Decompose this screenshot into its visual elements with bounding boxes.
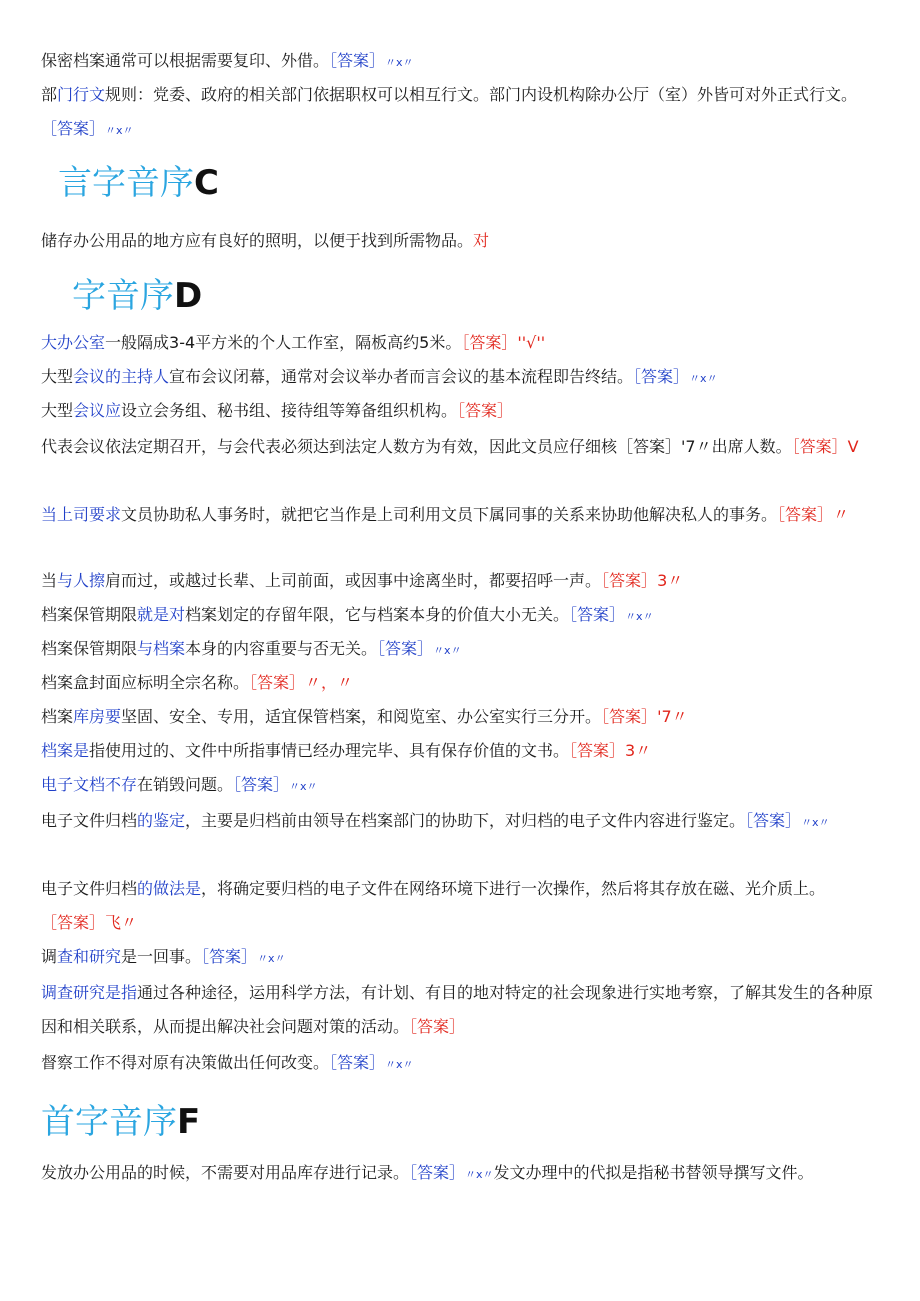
line-text: 宣布会议闭幕，通常对会议举办者而言会议的基本流程即告终结。 — [169, 367, 634, 386]
answer-mark: 〃x〃 — [801, 816, 830, 829]
answer-tag: ［答案］ — [601, 571, 658, 590]
line-text: 档案保管期限 — [41, 605, 138, 624]
question-line — [41, 940, 881, 976]
line-text: 文员协助私人事务时，就把它当作是上司利用文员下属同事的关系来协助他解决私人的事务。 — [121, 505, 778, 524]
line-text: ，主要是归档前由领导在档案部门的协助下，对归档的电子文件内容进行鉴定。 — [185, 811, 746, 830]
question-line — [41, 700, 881, 734]
answer-mark: 〃x〃 — [465, 1168, 494, 1181]
heading-letter: F — [177, 1102, 201, 1142]
line-text: 与档案 — [137, 639, 186, 658]
line-text: 电子文档不存 — [41, 775, 138, 794]
answer-mark: 〃x〃 — [689, 372, 718, 385]
question-line — [41, 44, 881, 80]
line-text: 电子文件归档 — [41, 811, 138, 830]
answer-tag: ［答案］ — [461, 333, 518, 352]
answer-tag: ［答案］ — [329, 51, 386, 70]
answer-tag: ［答案］ — [377, 639, 434, 658]
question-line — [41, 360, 881, 396]
line-text: 的鉴定 — [137, 811, 186, 830]
line-text: 当上司要求 — [41, 505, 122, 524]
answer-tag: ［答案］ — [745, 811, 802, 830]
answer-mark: 〃x〃 — [105, 124, 134, 137]
line-text: 保密档案通常可以根据需要复印、外借。 — [41, 51, 330, 70]
answer-mark: 〃x〃 — [625, 610, 654, 623]
line-text: 档案划定的存留年限，它与档案本身的价值大小无关。 — [185, 605, 570, 624]
line-text: 是一回事。 — [121, 947, 202, 966]
line-text: 查和研究 — [57, 947, 122, 966]
line-text: 档案 — [41, 707, 74, 726]
section-heading-f — [41, 1102, 200, 1142]
heading-letter: D — [174, 276, 203, 316]
answer-tag: ［答案］ — [633, 367, 690, 386]
question-line — [41, 734, 881, 768]
line-text: 调 — [41, 947, 58, 966]
line-text: 的做法是 — [137, 879, 202, 898]
line-text: 门行文 — [57, 85, 106, 104]
line-text: 当 — [41, 571, 58, 590]
answer-mark: 〃x〃 — [257, 952, 286, 965]
question-line — [41, 498, 881, 532]
heading-text: 字音序 — [72, 276, 174, 316]
line-text: 〃 — [833, 505, 850, 524]
heading-text: 首字音序 — [41, 1102, 177, 1142]
heading-letter: C — [194, 163, 219, 203]
answer-tag: ［答案］ — [201, 947, 258, 966]
heading-text: 言字音序 — [58, 163, 194, 203]
line-text: 规则：党委、政府的相关部门依据职权可以相互行文。部门内设机构除办公厅（室）外皆可对外正式行文。 — [105, 85, 858, 104]
line-text: 大型 — [41, 401, 74, 420]
answer-tag: ［答案］ — [41, 913, 106, 932]
line-text: 本身的内容重要与否无关。 — [185, 639, 378, 658]
question-line — [41, 78, 881, 148]
line-text: 设立会务组、秘书组、接待组等筹备组织机构。 — [121, 401, 458, 420]
line-text: 就是对 — [137, 605, 186, 624]
line-text: 调查研究是指 — [41, 983, 138, 1002]
line-text: 储存办公用品的地方应有良好的照明，以便于找到所需物品。 — [41, 231, 474, 250]
question-line — [41, 564, 881, 598]
answer-mark: 〃x〃 — [385, 56, 414, 69]
line-text: 一般隔成3-4平方米的个人工作室，隔板高约5米。 — [105, 333, 462, 352]
line-text: V — [847, 437, 859, 456]
line-text: 坚固、安全、专用，适宜保管档案，和阅览室、办公室实行三分开。 — [121, 707, 602, 726]
line-text: 大型 — [41, 367, 74, 386]
question-line — [41, 326, 881, 360]
answer-tag: ［答案］ — [791, 437, 848, 456]
line-text: 与人擦 — [57, 571, 106, 590]
line-text: 对 — [473, 231, 490, 250]
question-line — [41, 430, 881, 464]
answer-mark: 〃x〃 — [433, 644, 462, 657]
answer-mark: 〃x〃 — [289, 780, 318, 793]
answer-tag: ［答案］ — [569, 741, 626, 760]
line-text: ，将确定要归档的电子文件在网络环境下进行一次操作，然后将其存放在磁、光介质上。 — [201, 879, 826, 898]
question-line — [41, 1156, 881, 1192]
answer-tag: ［答案］ — [457, 401, 514, 420]
line-text: 肩而过，或越过长辈、上司前面，或因事中途离坐时，都要招呼一声。 — [105, 571, 602, 590]
answer-tag: ［答案］ — [233, 775, 290, 794]
section-heading-c — [58, 163, 219, 203]
line-text: 大办公室 — [41, 333, 106, 352]
line-text: 部 — [41, 85, 58, 104]
line-text: 发放办公用品的时候，不需要对用品库存进行记录。 — [41, 1163, 410, 1182]
line-text: 档案是 — [41, 741, 90, 760]
line-text: 会议的主持人 — [73, 367, 170, 386]
line-text: '7〃 — [657, 707, 688, 726]
line-text: 库房要 — [73, 707, 122, 726]
line-text: 电子文件归档 — [41, 879, 138, 898]
answer-tag: ［答案］ — [329, 1053, 386, 1072]
question-line — [41, 632, 881, 668]
question-line — [41, 768, 881, 804]
question-line — [41, 804, 881, 840]
answer-tag: 代表会议依法定期召开，与会代表必须达到法定人数方为有效，因此文员应仔细核［答案］'7〃出席人数。 — [41, 437, 792, 456]
answer-tag: ［答案］ — [409, 1017, 466, 1036]
line-text: 指使用过的、文件中所指事情已经办理完毕、具有保存价值的文书。 — [89, 741, 570, 760]
question-line — [41, 976, 881, 1044]
question-line — [41, 666, 881, 700]
answer-tag: ［答案］ — [777, 505, 834, 524]
line-text: 督察工作不得对原有决策做出任何改变。 — [41, 1053, 330, 1072]
line-text: ''√'' — [517, 333, 546, 352]
line-text: 3〃 — [657, 571, 684, 590]
line-text: 在销毁问题。 — [137, 775, 234, 794]
line-text: 通过各种途径，运用科学方法，有计划、有目的地对特定的社会现象进行实地考察，了解其发生的各种原因和相关联系，从而提出解决社会问题对策的活动。 — [41, 983, 874, 1036]
question-line — [41, 394, 881, 428]
answer-tag: ［答案］ — [409, 1163, 466, 1182]
answer-tag: ［答案］ — [41, 119, 106, 138]
answer-tag: ［答案］ — [569, 605, 626, 624]
line-text: 会议应 — [73, 401, 122, 420]
question-line — [41, 872, 881, 940]
line-text: 档案保管期限 — [41, 639, 138, 658]
question-line — [41, 598, 881, 634]
line-text: 3〃 — [625, 741, 652, 760]
line-text: 发文办理中的代拟是指秘书替领导撰写文件。 — [493, 1163, 814, 1182]
question-line — [41, 224, 881, 258]
answer-tag: ［答案］ — [601, 707, 658, 726]
answer-mark: 〃x〃 — [385, 1058, 414, 1071]
line-text: 飞〃 — [105, 913, 138, 932]
section-heading-d — [72, 276, 202, 316]
answer-tag: ［答案］ — [249, 673, 306, 692]
line-text: 档案盒封面应标明全宗名称。 — [41, 673, 250, 692]
question-line — [41, 1046, 881, 1082]
line-text: 〃，〃 — [305, 673, 354, 692]
